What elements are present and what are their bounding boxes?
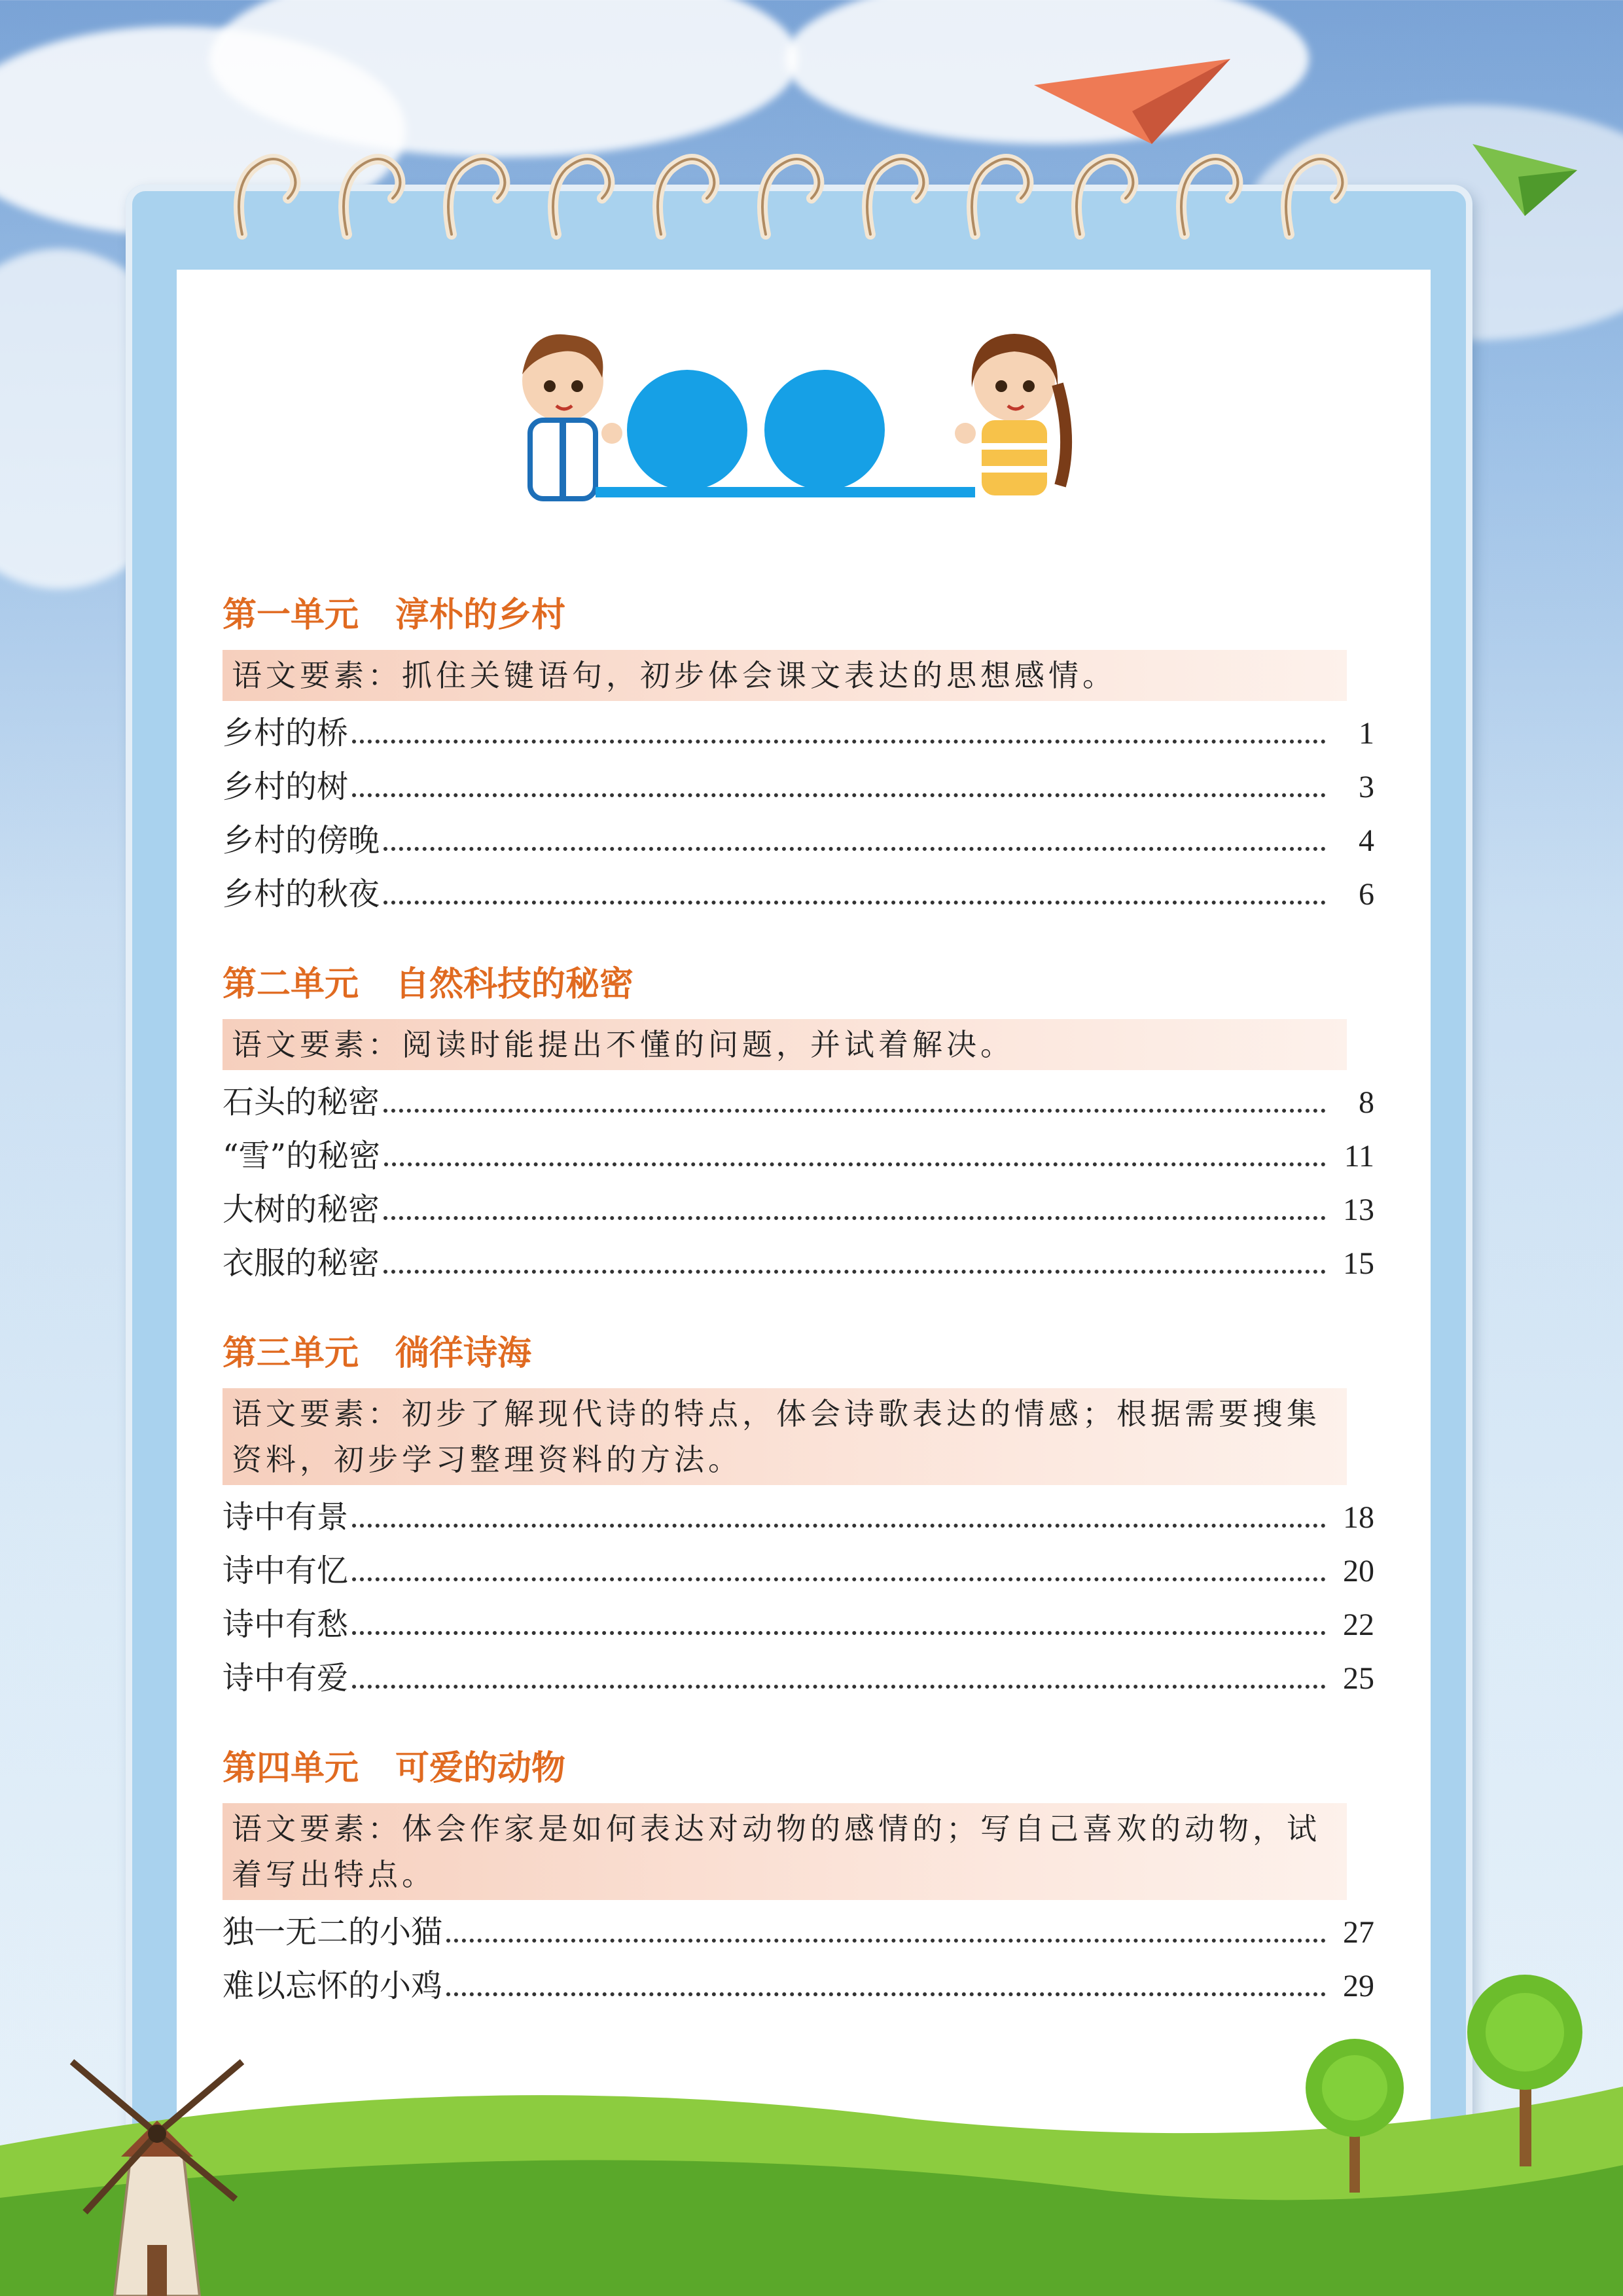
toc-entry[interactable]: 石头的秘密 8	[223, 1084, 1374, 1121]
unit-title: 第四单元 可爱的动物	[223, 1748, 566, 1788]
spiral-ring	[1171, 149, 1243, 247]
paper-plane-icon	[1472, 144, 1577, 216]
header-circle	[627, 370, 747, 490]
unit-title: 第一单元 淳朴的乡村	[223, 595, 566, 635]
spiral-ring	[438, 149, 510, 247]
unit-section	[223, 961, 1374, 1290]
spiral-ring	[1067, 149, 1139, 247]
toc-entry[interactable]: 诗中有景 18	[223, 1499, 1374, 1535]
toc-entry[interactable]: 乡村的桥 1	[223, 715, 1374, 751]
table-of-contents	[223, 592, 1374, 2053]
girl-icon	[955, 334, 1066, 495]
spiral-ring	[229, 149, 301, 247]
toc-entry[interactable]: 乡村的树 3	[223, 768, 1374, 805]
unit-title: 第二单元 自然科技的秘密	[223, 964, 634, 1004]
toc-entry[interactable]: 大树的秘密 13	[223, 1191, 1374, 1228]
unit-requirement: 语文要素：初步了解现代诗的特点，体会诗歌表达的情感；根据需要搜集资料，初步学习整理资料的方法。	[223, 1388, 1347, 1485]
windmill-icon	[59, 2049, 255, 2296]
toc-entry[interactable]: 独一无二的小猫 27	[223, 1914, 1374, 1950]
unit-requirement: 语文要素：体会作家是如何表达对动物的感情的；写自己喜欢的动物，试着写出特点。	[223, 1803, 1347, 1900]
unit-requirement: 语文要素：抓住关键语句，初步体会课文表达的思想感情。	[223, 650, 1347, 701]
toc-entry[interactable]: 诗中有忆 20	[223, 1552, 1374, 1589]
header-bar	[596, 487, 975, 497]
toc-entry[interactable]: 难以忘怀的小鸡 29	[223, 1967, 1374, 2004]
spiral-ring	[857, 149, 929, 247]
spiral-ring	[753, 149, 825, 247]
spiral-ring	[334, 149, 406, 247]
toc-entry[interactable]: 诗中有愁 22	[223, 1606, 1374, 1643]
spiral-ring	[962, 149, 1034, 247]
unit-requirement: 语文要素：阅读时能提出不懂的问题，并试着解决。	[223, 1019, 1347, 1070]
unit-section	[223, 592, 1374, 921]
toc-entry[interactable]: 乡村的秋夜 6	[223, 876, 1374, 912]
header-circle	[764, 370, 885, 490]
unit-title: 第三单元 徜徉诗海	[223, 1333, 532, 1373]
tree-icon	[1296, 2036, 1414, 2193]
boy-icon	[522, 334, 622, 499]
spiral-ring	[1276, 149, 1348, 247]
spiral-ring	[648, 149, 720, 247]
toc-entry[interactable]: 诗中有爱 25	[223, 1660, 1374, 1696]
tree-icon	[1459, 1970, 1590, 2166]
toc-entry[interactable]: 衣服的秘密 15	[223, 1245, 1374, 1282]
toc-entry[interactable]: “雪”的秘密 11	[223, 1138, 1374, 1174]
toc-entry[interactable]: 乡村的傍晚 4	[223, 822, 1374, 859]
unit-section	[223, 1331, 1374, 1705]
paper-plane-icon	[1034, 59, 1230, 164]
header-illustration	[510, 322, 1099, 512]
unit-section	[223, 1746, 1374, 2013]
spiral-ring	[543, 149, 615, 247]
